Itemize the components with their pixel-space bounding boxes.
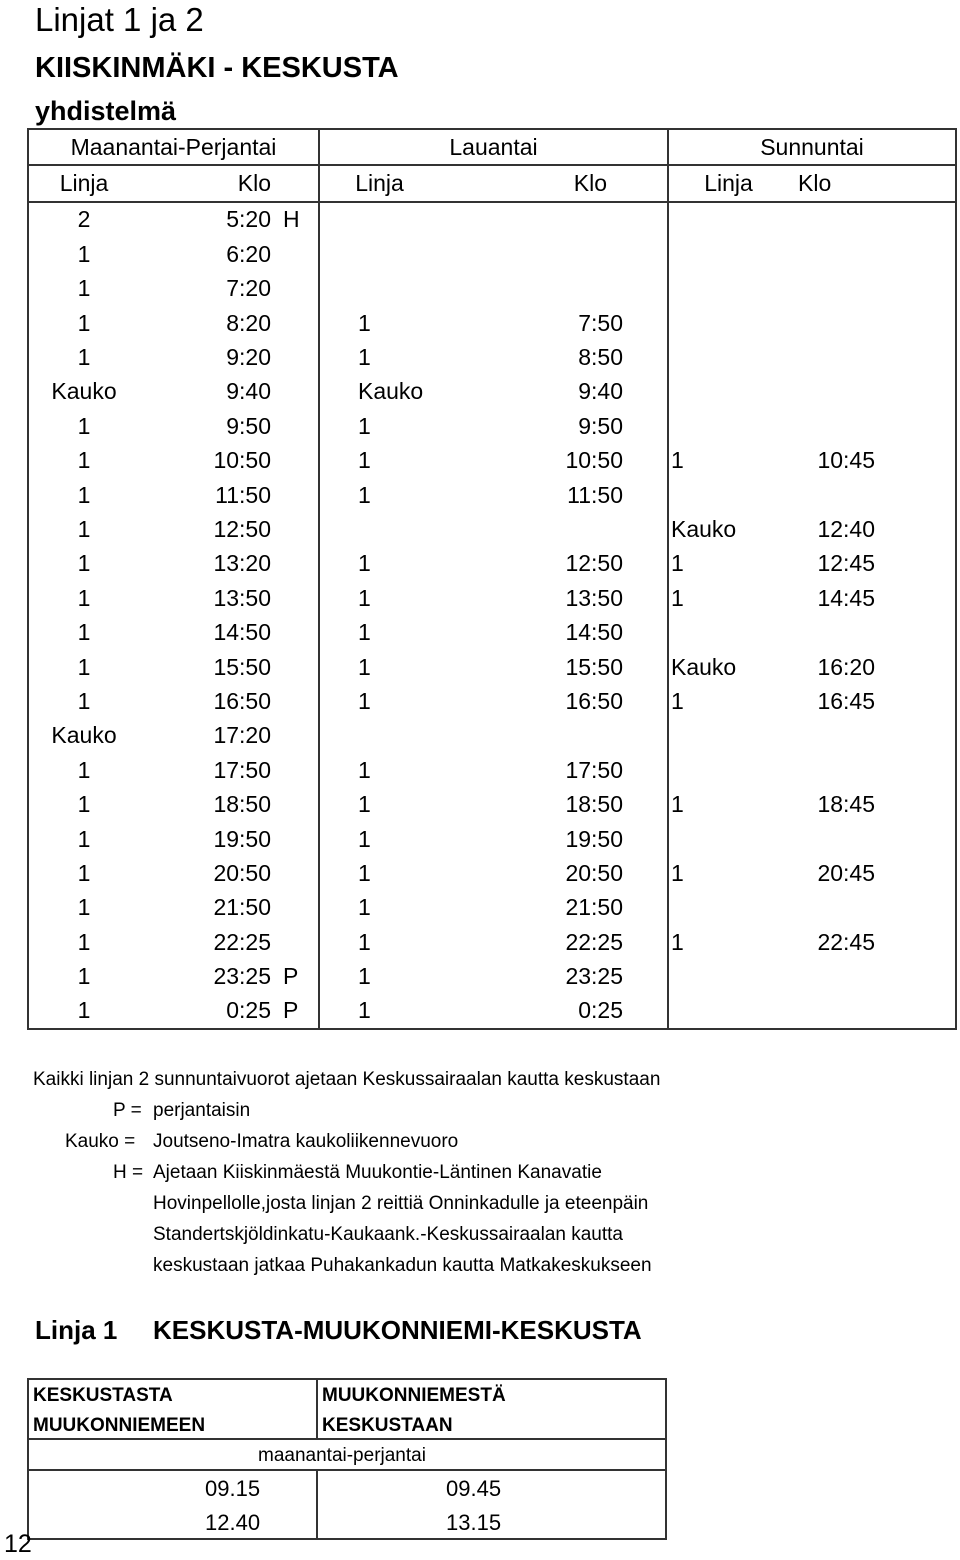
time-cell: 17:50 xyxy=(439,753,668,787)
linja-cell: 1 xyxy=(28,959,139,993)
note-flag xyxy=(271,581,319,615)
route-subtitle: yhdistelmä xyxy=(35,96,177,126)
time-cell: 9:40 xyxy=(439,375,668,409)
linja-cell: 1 xyxy=(28,891,139,925)
time-cell: 23:25 xyxy=(439,959,668,993)
note-flag xyxy=(271,684,319,718)
note-key-p: P = xyxy=(113,1100,142,1121)
time-cell: 10:50 xyxy=(213,447,271,474)
linja-cell: 1 xyxy=(358,309,371,336)
linja-cell: 1 xyxy=(28,478,139,512)
linja-cell: 1 xyxy=(28,306,139,340)
timetable-row xyxy=(28,478,956,512)
linja-cell: 1 xyxy=(28,615,139,649)
note-flag xyxy=(271,237,319,271)
note-key-h: H = xyxy=(113,1162,144,1183)
timetable-row xyxy=(28,925,956,959)
time-cell: 8:50 xyxy=(439,340,668,374)
time-cell: 19:50 xyxy=(439,822,668,856)
timetable-row xyxy=(28,787,956,821)
linja-cell: 1 xyxy=(28,822,139,856)
time-cell xyxy=(788,891,956,925)
time-cell: 14:50 xyxy=(439,615,668,649)
time-cell: 20:50 xyxy=(439,856,668,890)
note-flag xyxy=(271,891,319,925)
time-cell: 12:40 xyxy=(788,512,956,546)
day-header-row xyxy=(28,129,956,165)
timetable-row xyxy=(28,615,956,649)
linja-cell xyxy=(668,272,788,306)
linja-cell: 1 xyxy=(28,925,139,959)
linja-cell xyxy=(668,478,788,512)
time-cell: 22:45 xyxy=(788,925,956,959)
note-flag xyxy=(271,615,319,649)
note-flag xyxy=(271,787,319,821)
note-text-p: perjantaisin xyxy=(153,1100,251,1121)
col-header-klo: Klo xyxy=(439,165,668,201)
day-label: maanantai-perjantai xyxy=(258,1445,426,1466)
note-flag xyxy=(271,856,319,890)
time-cell: 18:50 xyxy=(439,787,668,821)
time-cell: 13:50 xyxy=(213,584,271,611)
note-flag: P xyxy=(271,994,319,1029)
time-cell: 15:50 xyxy=(213,653,271,680)
linja-cell: Kauko xyxy=(671,653,737,680)
linja-cell: 1 xyxy=(28,787,139,821)
time-cell: 12:50 xyxy=(213,515,271,542)
linja-cell xyxy=(668,375,788,409)
linja-cell: 1 xyxy=(358,550,371,577)
note-text-h: keskustaan jatkaa Puhakankadun kautta Matkakeskukseen xyxy=(153,1255,652,1276)
time-cell xyxy=(788,994,956,1029)
time-cell: 22:25 xyxy=(213,928,271,955)
col-header-klo: Klo xyxy=(139,165,271,201)
time-cell: 23:25 xyxy=(213,963,271,990)
linja-cell: 1 xyxy=(358,859,371,886)
route-title: KIISKINMÄKI - KESKUSTA xyxy=(35,52,399,84)
linja-cell: 1 xyxy=(671,791,684,818)
time-cell: 18:45 xyxy=(788,787,956,821)
time-cell xyxy=(439,512,668,546)
linja-cell: 1 xyxy=(358,894,371,921)
linja-cell: Kauko xyxy=(28,719,139,753)
time-cell: 22:25 xyxy=(439,925,668,959)
linja-cell: 1 xyxy=(358,791,371,818)
day-saturday: Lauantai xyxy=(319,129,668,165)
linja-cell xyxy=(668,409,788,443)
note-flag xyxy=(271,444,319,478)
time-cell xyxy=(788,615,956,649)
time-cell xyxy=(788,822,956,856)
linja-cell xyxy=(668,994,788,1029)
note-text-h: Standertskjöldinkatu-Kaukaank.-Keskussairaalan kautta xyxy=(153,1224,623,1245)
time-cell xyxy=(788,478,956,512)
time-cell xyxy=(788,340,956,374)
linja-cell: 1 xyxy=(28,547,139,581)
linja-cell: 1 xyxy=(671,928,684,955)
linja-cell: 1 xyxy=(28,237,139,271)
linja-cell: 1 xyxy=(358,481,371,508)
time-cell: 19:50 xyxy=(213,825,271,852)
linja-cell: 1 xyxy=(28,650,139,684)
linja-cell xyxy=(668,822,788,856)
linja-cell xyxy=(668,615,788,649)
time-cell: 16:50 xyxy=(439,684,668,718)
note-text-h: Ajetaan Kiiskinmäestä Muukontie-Läntinen Kanavatie xyxy=(153,1162,602,1183)
timetable-row xyxy=(28,856,956,890)
linja-cell: 1 xyxy=(358,619,371,646)
linja-cell xyxy=(319,719,439,753)
linja-cell: 1 xyxy=(358,963,371,990)
timetable-row xyxy=(28,512,956,546)
col-header-klo: Klo xyxy=(788,165,956,201)
linja-cell: 1 xyxy=(28,409,139,443)
timetable-row xyxy=(28,959,956,993)
page-number: 12 xyxy=(4,1530,32,1558)
note-flag xyxy=(271,512,319,546)
time-cell xyxy=(788,753,956,787)
time-cell: 9:50 xyxy=(226,412,271,439)
timetable-row xyxy=(28,306,956,340)
linja-cell xyxy=(319,237,439,271)
timetable-row xyxy=(28,822,956,856)
time-cell: 11:50 xyxy=(215,481,271,508)
note-flag xyxy=(271,822,319,856)
note-flag xyxy=(271,306,319,340)
linja-cell: 1 xyxy=(358,653,371,680)
time-cell: 15:50 xyxy=(439,650,668,684)
time-cell xyxy=(788,272,956,306)
table-divider xyxy=(316,1378,318,1438)
time-cell: 20:45 xyxy=(788,856,956,890)
linja-cell: 1 xyxy=(28,994,139,1029)
departure-time: 13.15 xyxy=(446,1510,502,1535)
timetable-row xyxy=(28,753,956,787)
note-flag xyxy=(271,925,319,959)
timetable-row xyxy=(28,202,956,237)
timetable-row xyxy=(28,444,956,478)
timetable-row xyxy=(28,375,956,409)
section2-route: KESKUSTA-MUUKONNIEMI-KESKUSTA xyxy=(153,1315,642,1345)
timetable-row xyxy=(28,409,956,443)
section2-line: Linja 1 xyxy=(35,1315,118,1345)
note-text-h: Hovinpellolle,josta linjan 2 reittiä Onninkadulle ja eteenpäin xyxy=(153,1193,649,1214)
page-title: Linjat 1 ja 2 xyxy=(35,1,204,38)
note-line: Kaikki linjan 2 sunnuntaivuorot ajetaan Keskussairaalan kautta keskustaan xyxy=(33,1069,661,1090)
col1-header: KESKUSTASTA xyxy=(33,1385,173,1406)
time-cell: 20:50 xyxy=(213,859,271,886)
linja-cell: 1 xyxy=(28,444,139,478)
linja-cell: 1 xyxy=(358,687,371,714)
time-cell: 17:50 xyxy=(213,756,271,783)
note-flag: H xyxy=(271,202,319,237)
time-cell xyxy=(788,959,956,993)
linja-cell: 1 xyxy=(28,684,139,718)
time-cell xyxy=(439,237,668,271)
linja-cell: 1 xyxy=(28,581,139,615)
linja-cell: Kauko xyxy=(28,375,139,409)
linja-cell: 1 xyxy=(671,550,684,577)
table-divider xyxy=(316,1469,318,1540)
col1-header: MUUKONNIEMEEN xyxy=(33,1415,206,1436)
time-cell: 12:50 xyxy=(439,547,668,581)
col-header-linja: Linja xyxy=(28,165,139,201)
linja-cell: 1 xyxy=(358,447,371,474)
time-cell: 12:45 xyxy=(788,547,956,581)
departure-time: 09.15 xyxy=(205,1476,261,1501)
time-cell: 17:20 xyxy=(213,722,271,749)
linja-cell: Kauko xyxy=(358,378,424,405)
time-cell: 8:20 xyxy=(226,309,271,336)
column-header-row xyxy=(28,165,956,201)
note-flag xyxy=(271,650,319,684)
note-flag xyxy=(271,719,319,753)
timetable-row xyxy=(28,272,956,306)
note-flag xyxy=(271,753,319,787)
linja-cell xyxy=(668,237,788,271)
linja-cell: 1 xyxy=(358,412,371,439)
note-flag xyxy=(271,547,319,581)
time-cell xyxy=(788,719,956,753)
linja-cell: Kauko xyxy=(671,515,737,542)
linja-cell: 1 xyxy=(358,584,371,611)
linja-cell: 1 xyxy=(671,687,684,714)
timetable-row xyxy=(28,891,956,925)
linja-cell xyxy=(668,959,788,993)
note-flag xyxy=(271,272,319,306)
timetable-row xyxy=(28,237,956,271)
note-flag xyxy=(271,340,319,374)
col-header-linja: Linja xyxy=(319,165,439,201)
time-cell: 9:40 xyxy=(226,378,271,405)
linja-cell: 1 xyxy=(28,272,139,306)
time-cell: 13:50 xyxy=(439,581,668,615)
time-cell: 16:45 xyxy=(788,684,956,718)
day-sunday: Sunnuntai xyxy=(668,129,956,165)
linja-cell xyxy=(668,753,788,787)
timetable-row xyxy=(28,581,956,615)
time-cell xyxy=(439,719,668,753)
col2-header: MUUKONNIEMESTÄ xyxy=(322,1385,506,1406)
linja-cell: 1 xyxy=(358,344,371,371)
time-cell: 9:50 xyxy=(439,409,668,443)
note-flag: P xyxy=(271,959,319,993)
timetable-row xyxy=(28,684,956,718)
linja-cell: 1 xyxy=(28,856,139,890)
departure-time: 12.40 xyxy=(205,1510,261,1535)
day-weekday: Maanantai-Perjantai xyxy=(28,129,319,165)
col2-header: KESKUSTAAN xyxy=(322,1415,453,1436)
time-cell xyxy=(788,202,956,237)
linja-cell: 1 xyxy=(28,512,139,546)
note-flag xyxy=(271,478,319,512)
time-cell xyxy=(788,237,956,271)
time-cell: 18:50 xyxy=(213,791,271,818)
note-flag xyxy=(271,409,319,443)
linja-cell: 1 xyxy=(671,859,684,886)
linja-cell: 1 xyxy=(319,994,439,1029)
linja-cell: 1 xyxy=(358,825,371,852)
time-cell xyxy=(788,409,956,443)
note-flag xyxy=(271,375,319,409)
time-cell: 6:20 xyxy=(226,240,271,267)
timetable-row xyxy=(28,340,956,374)
linja-cell: 1 xyxy=(28,753,139,787)
time-cell: 21:50 xyxy=(213,894,271,921)
note-key-kauko: Kauko = xyxy=(65,1131,136,1152)
time-cell xyxy=(439,272,668,306)
timetable-row xyxy=(28,994,956,1029)
time-cell: 7:20 xyxy=(226,275,271,302)
time-cell: 0:25 xyxy=(139,994,271,1029)
time-cell: 16:20 xyxy=(788,650,956,684)
timetable-row xyxy=(28,719,956,753)
linja-cell xyxy=(319,202,439,237)
linja-cell xyxy=(668,306,788,340)
linja-cell xyxy=(319,272,439,306)
timetable xyxy=(27,128,957,1030)
time-cell: 9:20 xyxy=(226,344,271,371)
linja-cell: 1 xyxy=(671,447,684,474)
time-cell: 14:45 xyxy=(788,581,956,615)
time-cell: 10:45 xyxy=(788,444,956,478)
time-cell xyxy=(788,375,956,409)
time-cell: 13:20 xyxy=(213,550,271,577)
time-cell: 14:50 xyxy=(213,619,271,646)
linja-cell xyxy=(668,719,788,753)
linja-cell: 1 xyxy=(28,340,139,374)
timetable-row xyxy=(28,650,956,684)
time-cell: 10:50 xyxy=(439,444,668,478)
linja-cell: 1 xyxy=(358,756,371,783)
note-text-kauko: Joutseno-Imatra kaukoliikennevuoro xyxy=(153,1131,459,1152)
linja-cell xyxy=(668,891,788,925)
linja-cell xyxy=(668,202,788,237)
col-header-linja: Linja xyxy=(668,165,788,201)
time-cell xyxy=(788,306,956,340)
time-cell: 0:25 xyxy=(439,994,668,1029)
linja-cell: 1 xyxy=(358,928,371,955)
time-cell: 5:20 xyxy=(226,206,271,233)
linja-cell: 2 xyxy=(28,202,139,237)
linja-cell: 1 xyxy=(671,584,684,611)
timetable-row xyxy=(28,547,956,581)
time-cell: 11:50 xyxy=(439,478,668,512)
time-cell: 16:50 xyxy=(213,687,271,714)
linja-cell xyxy=(668,340,788,374)
time-cell: 7:50 xyxy=(439,306,668,340)
linja-cell xyxy=(319,512,439,546)
departure-time: 09.45 xyxy=(446,1476,502,1501)
time-cell xyxy=(439,202,668,237)
time-cell: 21:50 xyxy=(439,891,668,925)
